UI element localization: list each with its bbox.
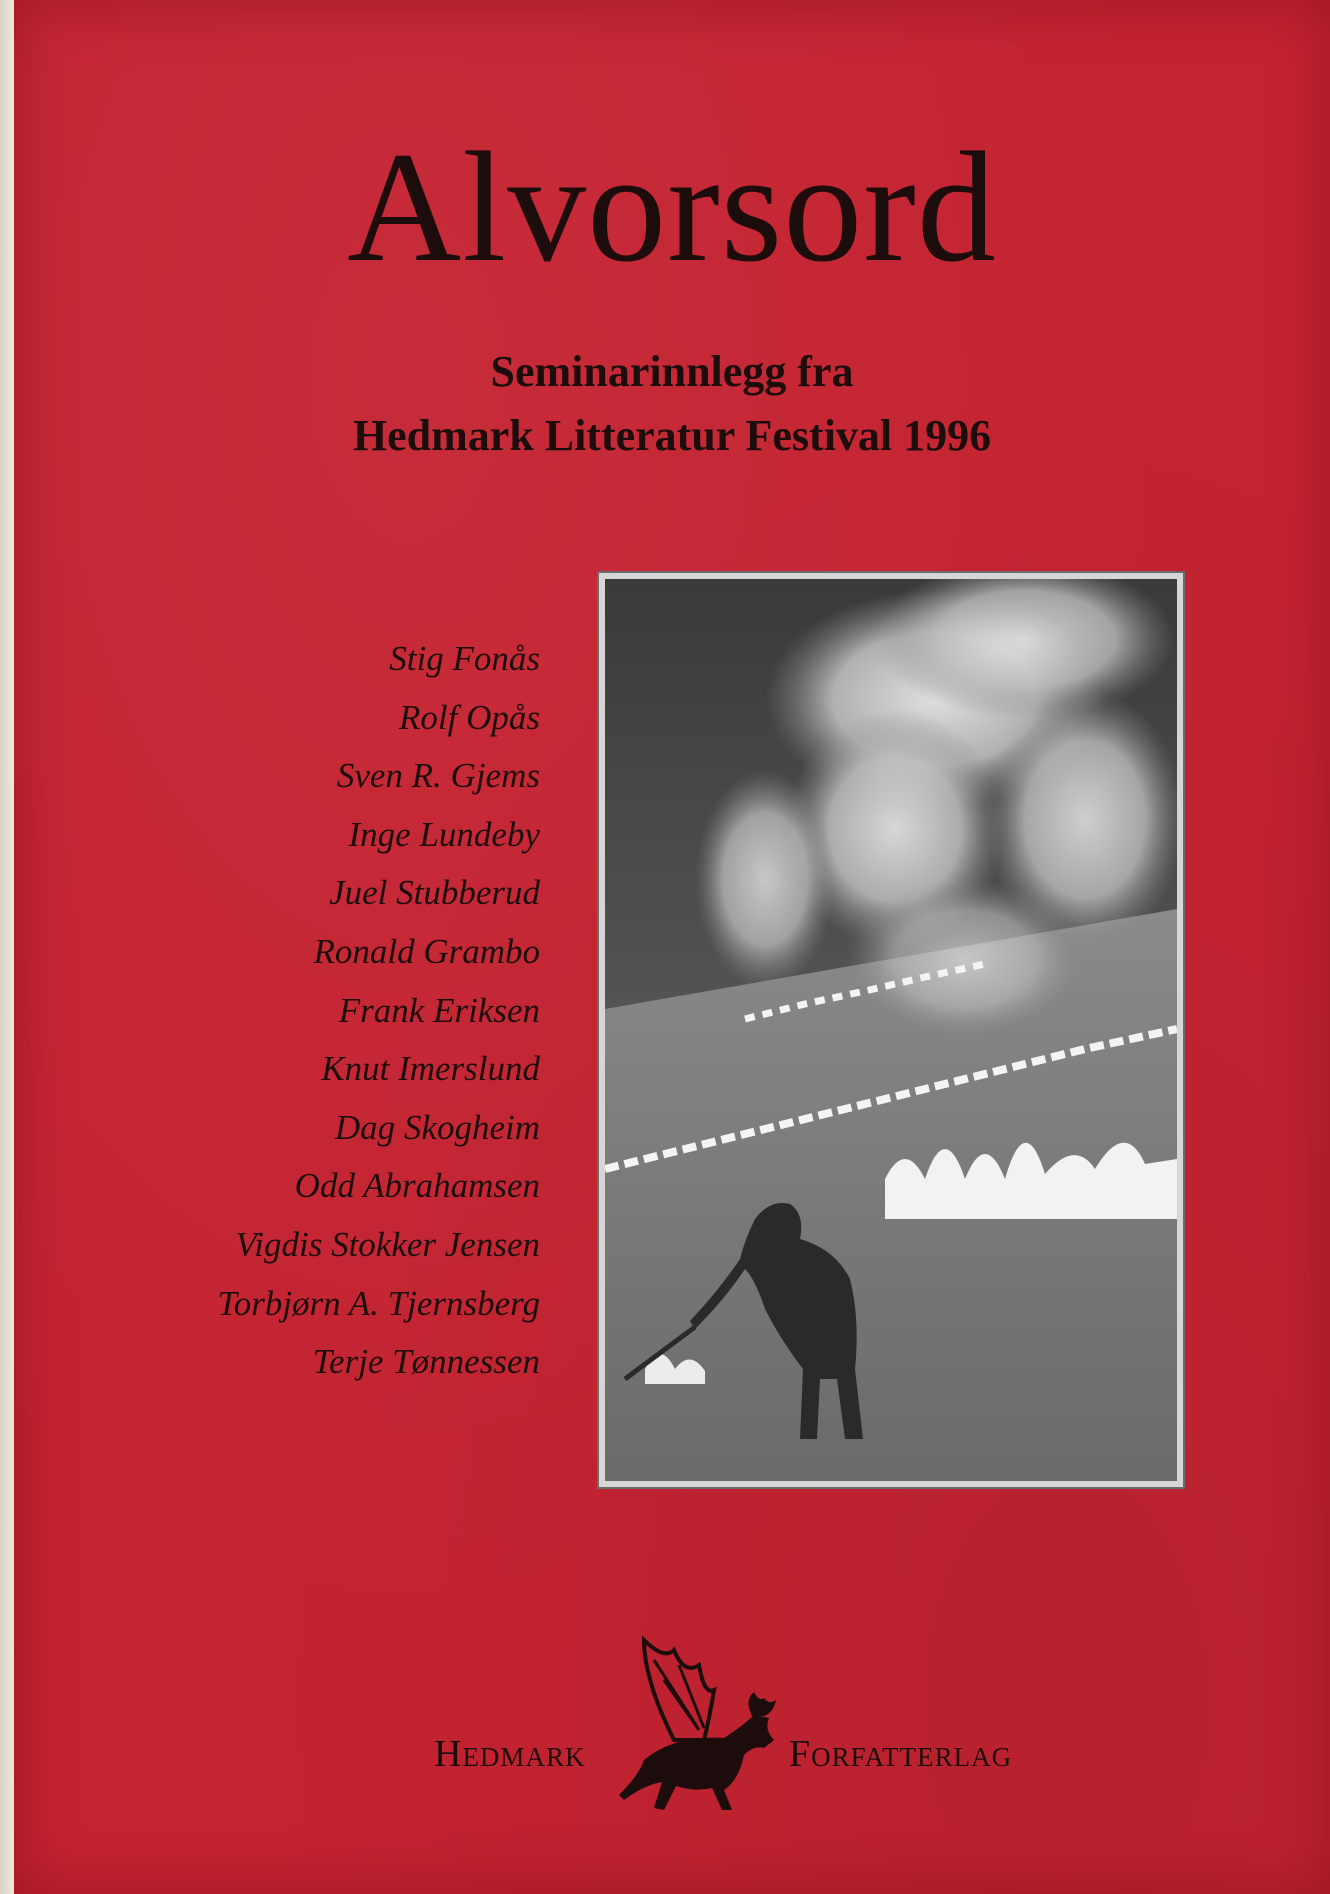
author-name: Odd Abrahamsen [294,1166,540,1206]
cover-photo-frame [597,571,1185,1489]
author-name: Sven R. Gjems [336,756,540,796]
author-name: Terje Tønnessen [312,1342,540,1382]
page-edge [0,0,14,1894]
subtitle-line-1: Seminarinnlegg fra [490,347,854,396]
grass-fire-photo [605,579,1177,1481]
author-name: Vigdis Stokker Jensen [235,1224,540,1264]
subtitle-line-2: Hedmark Litteratur Festival 1996 [352,411,992,460]
book-title: Alvorsord [347,120,997,295]
author-list [114,630,540,1392]
author-name: Frank Eriksen [338,990,540,1030]
publisher-name-left: Hedmark [434,1733,586,1775]
pegasus-moose-logo [604,1620,804,1820]
publisher-name-right: Forfatterlag [789,1733,1013,1775]
author-name: Juel Stubberud [329,873,540,913]
author-name: Dag Skogheim [334,1107,540,1147]
author-name: Torbjørn A. Tjernsberg [217,1283,540,1323]
book-cover [14,0,1330,1894]
author-name: Stig Fonås [389,639,540,678]
author-name: Ronald Grambo [313,931,540,971]
author-name: Inge Lundeby [348,814,540,854]
author-name: Knut Imerslund [321,1049,540,1089]
author-name: Rolf Opås [399,697,540,737]
